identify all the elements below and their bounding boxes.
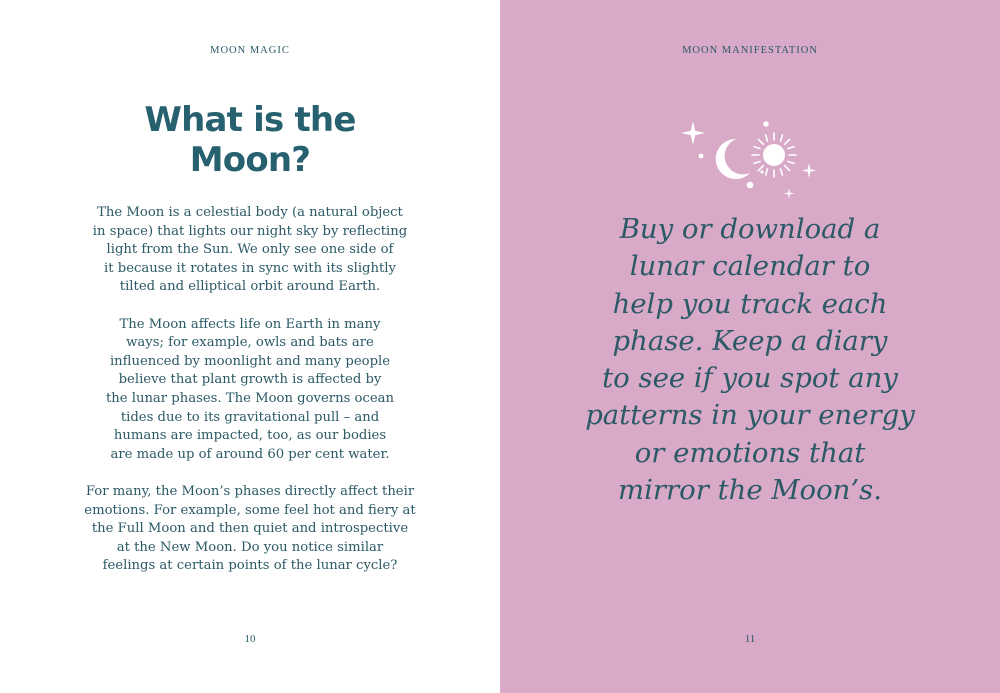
text-line: tilted and elliptical orbit around Earth.	[119, 279, 381, 295]
text-line: believe that plant growth is affected by	[118, 372, 382, 388]
text-line: humans are impacted, too, as our bodies	[113, 428, 387, 444]
text-line: are made up of around 60 per cent water.	[110, 446, 390, 462]
manifestation-quote	[560, 211, 940, 509]
page-title	[0, 100, 500, 180]
body-text	[70, 204, 430, 594]
text-line: it because it rotates in sync with its slightly	[104, 260, 396, 276]
quote-line: phase. Keep a diary	[612, 324, 888, 357]
text-line: the lunar phases. The Moon governs ocean	[105, 390, 395, 406]
text-line: The Moon is a celestial body (a natural object	[97, 205, 403, 220]
quote-line: mirror the Moon’s.	[618, 474, 882, 507]
quote-line: or emotions that	[634, 436, 866, 469]
text-line: influenced by moonlight and many people	[109, 353, 391, 369]
running-head-right: MOON MANIFESTATION	[682, 45, 818, 56]
text-line: emotions. For example, some feel hot and fiery at	[84, 502, 416, 518]
quote-line: help you track each	[612, 287, 888, 320]
page-number-right: 11	[744, 633, 756, 645]
quote-line: lunar calendar to	[629, 250, 871, 283]
page-title-line: What is the	[144, 100, 356, 140]
text-line: tides due to its gravitational pull – and	[120, 409, 380, 425]
text-line: For many, the Moon’s phases directly affect their	[85, 483, 415, 499]
body-paragraph-1	[70, 204, 430, 297]
quote-line: patterns in your energy	[585, 399, 915, 432]
moon-sun-stars-icon	[676, 112, 822, 212]
quote-line: to see if you spot any	[602, 362, 898, 395]
body-paragraph-3	[70, 483, 430, 576]
text-line: ways; for example, owls and bats are	[126, 335, 374, 351]
text-line: the Full Moon and then quiet and introspective	[91, 521, 409, 537]
text-line: in space) that lights our night sky by reflecting	[92, 223, 408, 239]
quote-line: Buy or download a	[619, 213, 881, 245]
text-line: light from the Sun. We only see one side of	[106, 242, 394, 258]
body-paragraph-2	[70, 316, 430, 465]
text-line: feelings at certain points of the lunar cycle?	[102, 558, 398, 574]
running-head-left: MOON MAGIC	[210, 45, 290, 56]
text-line: The Moon affects life on Earth in many	[119, 316, 381, 332]
page-title-line: Moon?	[189, 140, 311, 180]
page-number-left: 10	[244, 633, 256, 645]
text-line: at the New Moon. Do you notice similar	[116, 539, 384, 555]
